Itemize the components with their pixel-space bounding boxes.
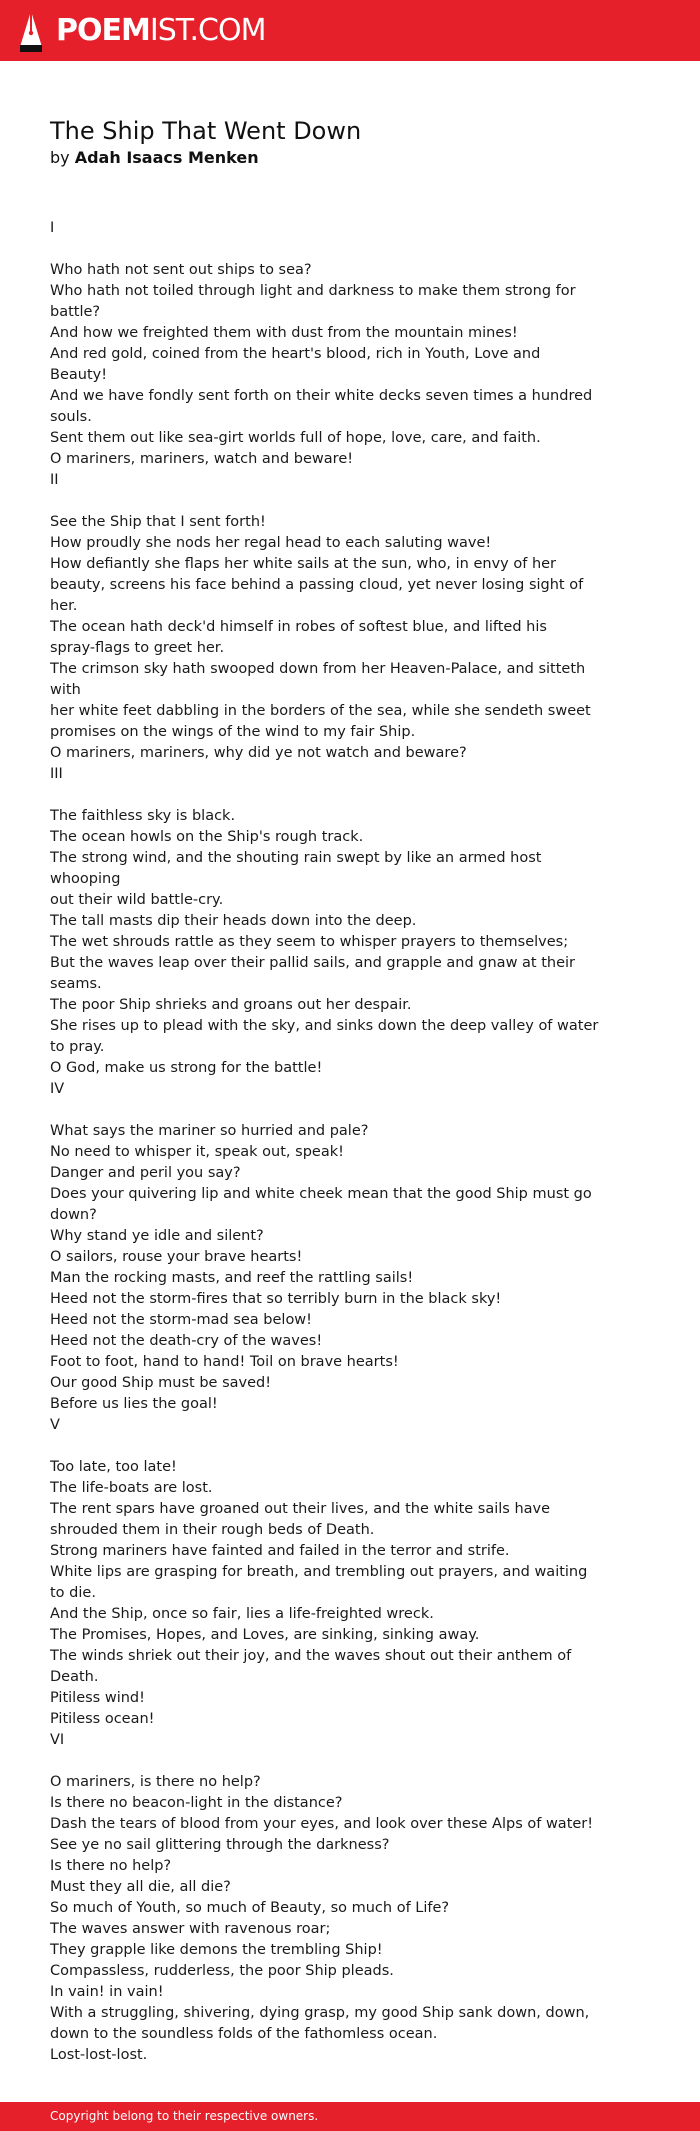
poem-line: [50, 491, 610, 512]
poem-line: Before us lies the goal!: [50, 1396, 218, 1412]
author-link[interactable]: Adah Isaacs Menken: [74, 148, 259, 167]
poem-line: Compassless, rudderless, the poor Ship pleads.: [50, 1963, 394, 1979]
poem-line: O sailors, rouse your brave hearts!: [50, 1249, 303, 1265]
poem-line: And red gold, coined from the heart's blood, rich in Youth, Love and: [50, 346, 541, 362]
poem-line: Sent them out like sea-girt worlds full of hope, love, care, and faith.: [50, 430, 541, 446]
poem-line: Death.: [50, 1669, 99, 1685]
site-header: [0, 0, 700, 61]
poem-line: out their wild battle-cry.: [50, 892, 224, 908]
poem-line: She rises up to plead with the sky, and sinks down the deep valley of water: [50, 1018, 599, 1034]
logo-wordmark: [56, 9, 265, 53]
pen-nib-icon: [18, 9, 44, 53]
poem-line: The wet shrouds rattle as they seem to whisper prayers to themselves;: [50, 934, 569, 950]
poem-line: And how we freighted them with dust from the mountain mines!: [50, 325, 518, 341]
poem-line: to die.: [50, 1585, 96, 1601]
poem-line: [50, 1100, 610, 1121]
poem-line: promises on the wings of the wind to my fair Ship.: [50, 724, 416, 740]
poem-line: shrouded them in their rough beds of Death.: [50, 1522, 375, 1538]
poem-line: And we have fondly sent forth on their white decks seven times a hundred: [50, 388, 593, 404]
poem-line: Pitiless ocean!: [50, 1711, 155, 1727]
poem-line: The crimson sky hath swooped down from her Heaven-Palace, and sitteth with: [50, 661, 586, 698]
poem-line: Why stand ye idle and silent?: [50, 1228, 264, 1244]
poem-line: The rent spars have groaned out their lives, and the white sails have: [50, 1501, 551, 1517]
poem-line: The winds shriek out their joy, and the waves shout out their anthem of: [50, 1648, 572, 1664]
poem-line: Dash the tears of blood from your eyes, and look over these Alps of water!: [50, 1816, 594, 1832]
poem-line: down?: [50, 1207, 97, 1223]
poem-line: What says the mariner so hurried and pale?: [50, 1123, 369, 1139]
poem-line: How defiantly she flaps her white sails at the sun, who, in envy of her: [50, 556, 557, 572]
poem-line: The ocean howls on the Ship's rough track.: [50, 829, 364, 845]
poem-line: The Promises, Hopes, and Loves, are sinking, sinking away.: [50, 1627, 480, 1643]
poem-line: In vain! in vain!: [50, 1984, 164, 2000]
poem-line: White lips are grasping for breath, and trembling out prayers, and waiting: [50, 1564, 588, 1580]
poem-line: Must they all die, all die?: [50, 1879, 231, 1895]
poem-line: The ocean hath deck'd himself in robes of softest blue, and lifted his: [50, 619, 547, 635]
poem-line: So much of Youth, so much of Beauty, so much of Life?: [50, 1900, 450, 1916]
poem-line: How proudly she nods her regal head to each saluting wave!: [50, 535, 492, 551]
poem-line: Heed not the death-cry of the waves!: [50, 1333, 323, 1349]
byline-prefix: by: [50, 148, 70, 167]
poem-line: Is there no beacon-light in the distance?: [50, 1795, 343, 1811]
poem-line: The strong wind, and the shouting rain swept by like an armed host whooping: [50, 850, 542, 887]
poem-line: Who hath not sent out ships to sea?: [50, 262, 312, 278]
poem-line: Who hath not toiled through light and darkness to make them strong for: [50, 283, 576, 299]
logo-wordmark-light: IST.COM: [149, 13, 266, 48]
poem-line: Danger and peril you say?: [50, 1165, 241, 1181]
poem-line: Strong mariners have fainted and failed in the terror and strife.: [50, 1543, 510, 1559]
poem-line: Is there no help?: [50, 1858, 172, 1874]
poem-line: her white feet dabbling in the borders of the sea, while she sendeth sweet: [50, 703, 591, 719]
poem-line: The life-boats are lost.: [50, 1480, 213, 1496]
poem-line: Too late, too late!: [50, 1459, 177, 1475]
poem-line: Beauty!: [50, 367, 108, 383]
poem-title: The Ship That Went Down: [50, 117, 362, 145]
poem-line: O mariners, mariners, why did ye not watch and beware?: [50, 745, 467, 761]
poem-line: Heed not the storm-mad sea below!: [50, 1312, 312, 1328]
copyright-notice: Copyright belong to their respective owners.: [50, 2109, 319, 2123]
poem-line: beauty, screens his face behind a passing cloud, yet never losing sight of: [50, 577, 584, 593]
poem-line: Lost-lost-lost.: [50, 2047, 148, 2063]
poem-line: But the waves leap over their pallid sails, and grapple and gnaw at their: [50, 955, 576, 971]
poem-line: Heed not the storm-fires that so terribly burn in the black sky!: [50, 1291, 502, 1307]
poem-line: her.: [50, 598, 78, 614]
poem-line: I: [50, 220, 55, 236]
site-footer: [0, 2102, 700, 2131]
poem-byline: [50, 145, 259, 171]
poem-line: Foot to foot, hand to hand! Toil on brave hearts!: [50, 1354, 399, 1370]
poem-line: Does your quivering lip and white cheek mean that the good Ship must go: [50, 1186, 592, 1202]
poem-line: O mariners, mariners, watch and beware!: [50, 451, 354, 467]
poem-line: No need to whisper it, speak out, speak!: [50, 1144, 344, 1160]
poem-line: The poor Ship shrieks and groans out her despair.: [50, 997, 412, 1013]
poem-line: O mariners, is there no help?: [50, 1774, 261, 1790]
poem-line: III: [50, 766, 63, 782]
poem-line: They grapple like demons the trembling Ship!: [50, 1942, 383, 1958]
poem-line: II: [50, 472, 59, 488]
poem-line: [50, 239, 610, 260]
poem-line: VI: [50, 1732, 65, 1748]
poem-line: [50, 1436, 610, 1457]
poem-line: And the Ship, once so fair, lies a life-freighted wreck.: [50, 1606, 434, 1622]
poem-line: spray-flags to greet her.: [50, 640, 225, 656]
poem-line: Our good Ship must be saved!: [50, 1375, 272, 1391]
site-logo[interactable]: [18, 9, 265, 53]
poem-line: Pitiless wind!: [50, 1690, 145, 1706]
logo-wordmark-bold: POEM: [56, 13, 150, 48]
poem-line: IV: [50, 1081, 65, 1097]
poem-line: [50, 1751, 610, 1772]
poem-line: With a struggling, shivering, dying grasp, my good Ship sank down, down,: [50, 2005, 590, 2021]
poem-line: The faithless sky is black.: [50, 808, 236, 824]
poem-line: [50, 785, 610, 806]
poem-line: See ye no sail glittering through the darkness?: [50, 1837, 390, 1853]
poem-line: Man the rocking masts, and reef the rattling sails!: [50, 1270, 414, 1286]
poem-line: battle?: [50, 304, 101, 320]
poem-line: down to the soundless folds of the fathomless ocean.: [50, 2026, 438, 2042]
poem-line: to pray.: [50, 1039, 105, 1055]
poem-line: souls.: [50, 409, 92, 425]
poem-line: O God, make us strong for the battle!: [50, 1060, 323, 1076]
poem-line: seams.: [50, 976, 102, 992]
poem-line: See the Ship that I sent forth!: [50, 514, 266, 530]
poem-body: [50, 218, 610, 2066]
poem-line: The waves answer with ravenous roar;: [50, 1921, 331, 1937]
poem-line: V: [50, 1417, 60, 1433]
poem-line: The tall masts dip their heads down into the deep.: [50, 913, 417, 929]
